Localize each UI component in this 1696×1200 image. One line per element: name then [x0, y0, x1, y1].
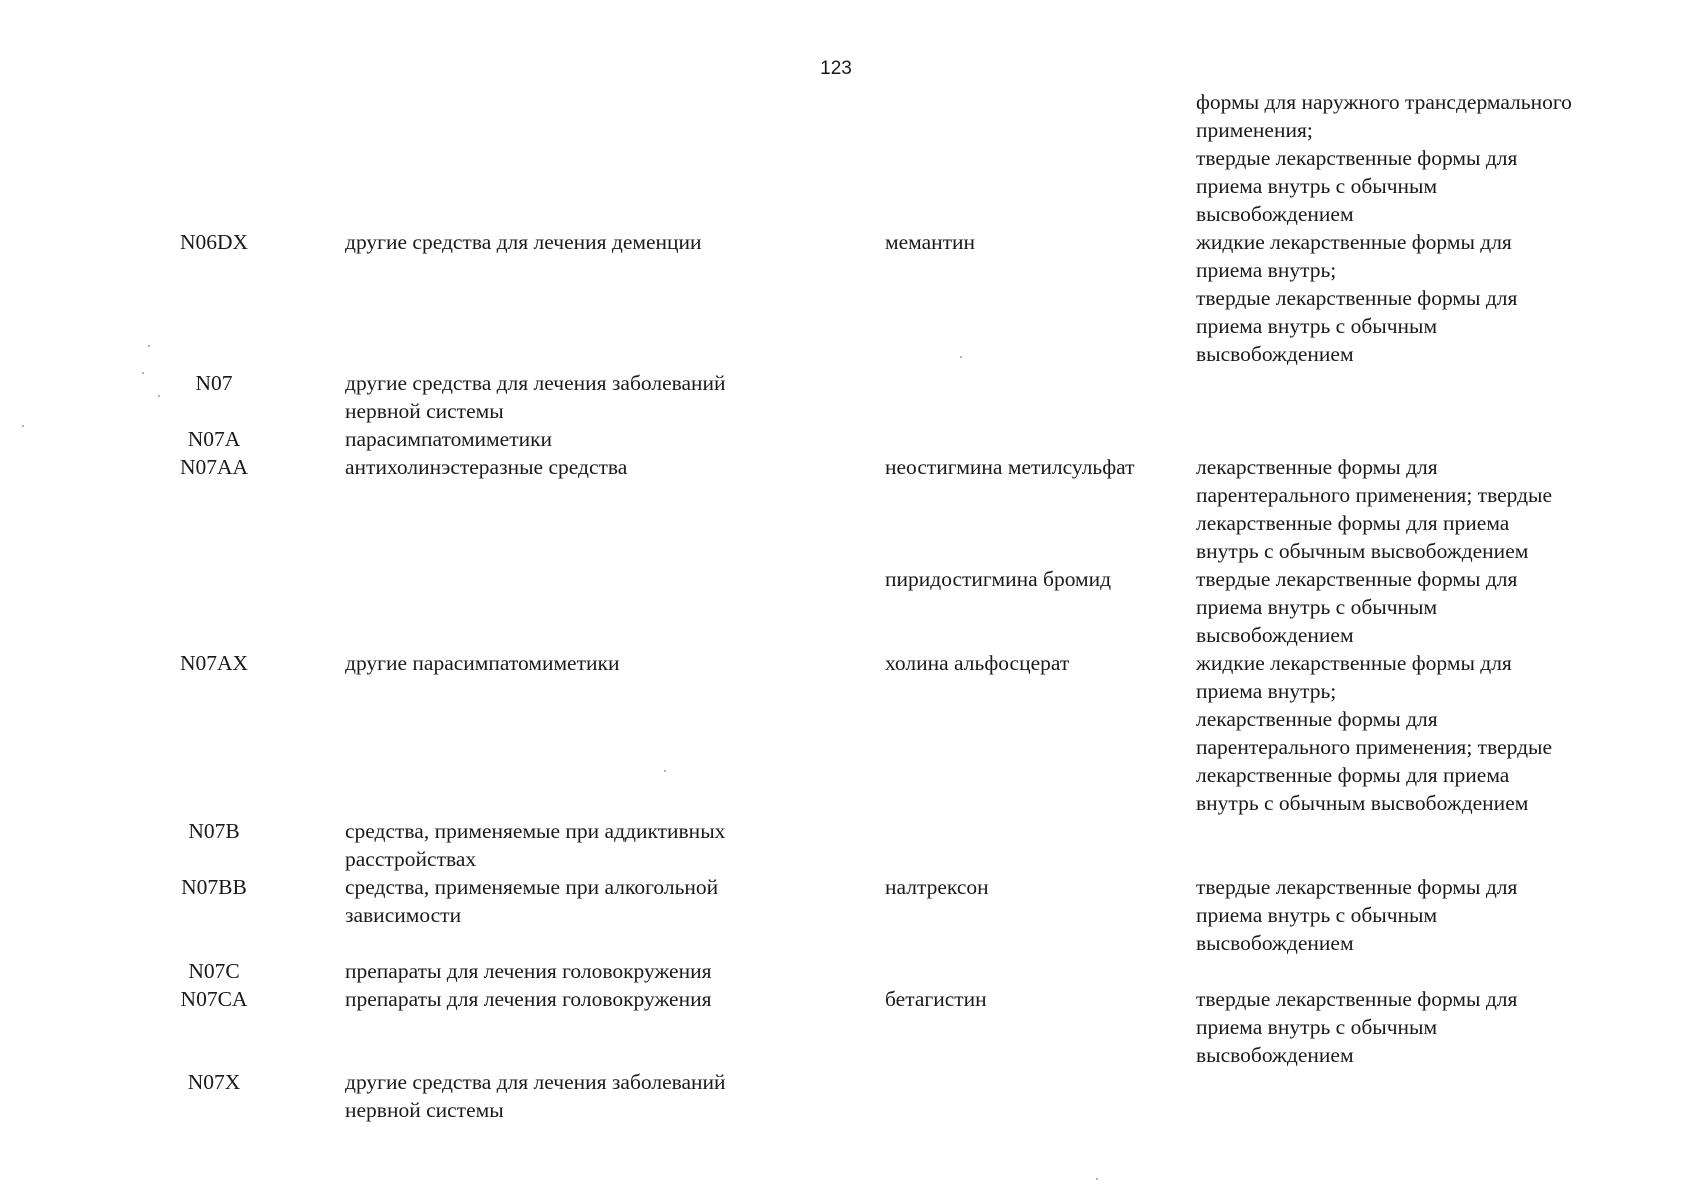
scan-speck	[148, 345, 150, 347]
atc-group-name-cell: другие средства для лечения деменции	[345, 230, 702, 254]
atc-code-cell: N07A	[187, 427, 241, 451]
atc-code-cell: N07CA	[180, 987, 248, 1011]
dosage-form-cell: жидкие лекарственные формы для приема внутрь; твердые лекарственные формы для приема внутрь с обычным высвобождением	[1196, 230, 1518, 366]
atc-group-name-cell: средства, применяемые при алкогольной зависимости	[345, 875, 719, 927]
atc-code-cell: N07B	[188, 819, 240, 843]
atc-group-name-cell: препараты для лечения головокружения	[345, 987, 712, 1011]
dosage-form-cell: жидкие лекарственные формы для приема внутрь; лекарственные формы для парентерального применения; твердые лекарственные формы для приема внутрь с обычным высвобождением	[1196, 651, 1553, 815]
atc-code-cell: N07AX	[179, 651, 249, 675]
atc-group-name-cell: другие парасимпатомиметики	[345, 651, 620, 675]
dosage-form-cell: твердые лекарственные формы для приема внутрь с обычным высвобождением	[1196, 567, 1518, 647]
drug-name-cell: пиридостигмина бромид	[885, 567, 1112, 591]
atc-group-name-cell: препараты для лечения головокружения	[345, 959, 712, 983]
atc-group-name-cell: другие средства для лечения заболеваний нервной системы	[345, 371, 726, 423]
atc-code-cell: N06DX	[179, 230, 249, 254]
page-number: 123	[820, 58, 852, 79]
scan-speck	[22, 425, 24, 427]
scan-speck	[142, 372, 144, 374]
atc-code-cell: N07C	[188, 959, 240, 983]
drug-name-cell: мемантин	[885, 230, 976, 254]
atc-code-cell: N07	[195, 371, 233, 395]
drug-name-cell: налтрексон	[885, 875, 989, 899]
atc-group-name-cell: антихолинэстеразные средства	[345, 455, 628, 479]
drug-name-cell: холина альфосцерат	[885, 651, 1070, 675]
atc-code-cell: N07BB	[181, 875, 247, 899]
scan-speck	[664, 770, 666, 772]
dosage-form-cell: формы для наружного трансдермального применения; твердые лекарственные формы для приема внутрь с обычным высвобождением	[1196, 90, 1572, 226]
scan-speck	[158, 395, 160, 397]
dosage-form-cell: твердые лекарственные формы для приема внутрь с обычным высвобождением	[1196, 987, 1518, 1067]
scan-speck	[1096, 1178, 1098, 1180]
atc-group-name-cell: другие средства для лечения заболеваний нервной системы	[345, 1070, 726, 1122]
atc-code-cell: N07X	[187, 1070, 241, 1094]
atc-group-name-cell: средства, применяемые при аддиктивных расстройствах	[345, 819, 726, 871]
atc-group-name-cell: парасимпатомиметики	[345, 427, 553, 451]
atc-code-cell: N07AA	[179, 455, 249, 479]
drug-name-cell: бетагистин	[885, 987, 987, 1011]
drug-name-cell: неостигмина метилсульфат	[885, 455, 1135, 479]
dosage-form-cell: лекарственные формы для парентерального применения; твердые лекарственные формы для приема внутрь с обычным высвобождением	[1196, 455, 1553, 563]
scan-speck	[960, 356, 962, 358]
dosage-form-cell: твердые лекарственные формы для приема внутрь с обычным высвобождением	[1196, 875, 1518, 955]
